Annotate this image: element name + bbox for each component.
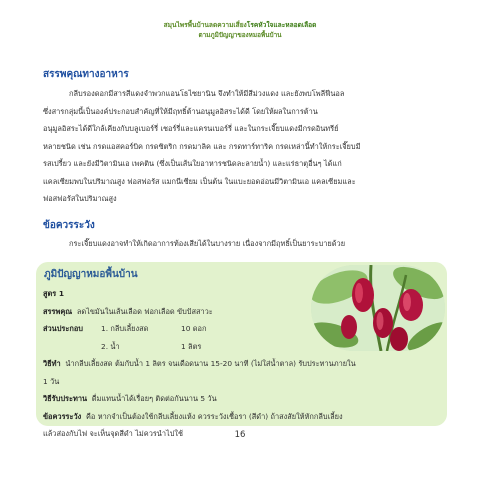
paragraph-line: อนุมูลอิสระได้ดีใกล้เคียงกับบลูเบอร์รี่ เชอร์รี่และแครนเบอร์รี่ และในกระเจี๊ยบแดงมีกรดอินทรีย์ xyxy=(43,124,339,133)
usage-label: วิธีรับประทาน xyxy=(43,394,88,403)
ingredient-2-name: 2. น้ำ xyxy=(101,341,120,351)
benefit-row xyxy=(43,303,439,321)
running-header xyxy=(0,20,480,40)
paragraph-line: ฟอสฟอรัสในปริมาณสูง xyxy=(43,194,117,203)
header-title-accent: โรคหัวใจและหลอดเลือด xyxy=(246,21,317,29)
paragraph-line: ซึ่งสารกลุ่มนี้เป็นองค์ประกอบสำคัญที่ให้มีฤทธิ์ต้านอนุมูลอิสระได้ดี โดยให้ผลในการต้าน xyxy=(43,106,318,116)
section-title-food-benefits: สรรพคุณทางอาหาร xyxy=(43,69,129,80)
method-text: นำกลีบเลี้ยงสด ต้มกับน้ำ 1 ลิตร จนเดือดนาน 15-20 นาที (ไม่ใส่น้ำตาล) รับประทานภายใน xyxy=(65,359,356,368)
box-caution-text-continued: แล้วส่องกับไฟ จะเห็นจุดสีดำ ไม่ควรนำไปใช้ xyxy=(43,429,184,438)
caution-paragraph xyxy=(43,235,439,253)
box-caution-row xyxy=(43,408,439,426)
ingredients-label: ส่วนประกอบ xyxy=(43,324,83,333)
folk-wisdom-title: ภูมิปัญญาหมอพื้นบ้าน xyxy=(44,269,138,280)
ingredient-1-qty: 10 ดอก xyxy=(181,324,207,333)
food-benefits-paragraph xyxy=(43,85,439,208)
paragraph-line: หลายชนิด เช่น กรดแอสคอร์บิค กรดซิตริก กรดมาลิค และ กรดทาร์ทาริค กรดเหล่านี้ทำให้กระเจี๊ยบมี xyxy=(43,141,361,151)
paragraph-line: แคลเซียมพบในปริมาณสูง ฟอสฟอรัส แมกนีเซียม เป็นต้น ในแบะยอดอ่อนมีวิตามินเอ แคลเซียมและ xyxy=(43,176,356,186)
ingredient-row-1 xyxy=(43,320,439,338)
ingredient-2-qty: 1 ลิตร xyxy=(181,341,202,351)
paragraph-line: รสเปรี้ยว และยังมีวิตามินเอ เพคติน (ซึ่งเป็นเส้นใยอาหารชนิดละลายน้ำ) และแร่ธาตุอื่นๆ ได้แก่ xyxy=(43,159,342,168)
folk-wisdom-body xyxy=(43,285,439,443)
method-row xyxy=(43,355,439,373)
page-number: 16 xyxy=(234,430,246,440)
method-label: วิธีทำ xyxy=(43,359,61,368)
ingredient-1-name: 1. กลีบเลี้ยงสด xyxy=(101,324,149,333)
section-title-caution: ข้อควรระวัง xyxy=(43,220,95,231)
header-line-1 xyxy=(0,20,480,30)
benefit-label: สรรพคุณ xyxy=(43,306,73,316)
box-caution-label: ข้อควรระวัง xyxy=(43,411,82,421)
usage-text: ดื่มแทนน้ำได้เรื่อยๆ ติดต่อกันนาน 5 วัน xyxy=(91,394,217,403)
header-title-pre: สมุนไพรพื้นบ้านลดความเสี่ยง xyxy=(163,21,247,29)
formula-label: สูตร 1 xyxy=(43,289,64,298)
paragraph-line: กลีบรองดอกมีสารสีแดงจำพวกแอนโธไซยานิน จึงทำให้มีสีม่วงแดง และยังพบโพลีฟีนอล xyxy=(69,89,345,98)
header-line-2: ตามภูมิปัญญาของหมอพื้นบ้าน xyxy=(198,31,282,39)
paragraph-line: กระเจี๊ยบแดงอาจทำให้เกิดอาการท้องเสียได้ในบางราย เนื่องจากมีฤทธิ์เป็นยาระบายด้วย xyxy=(69,239,346,248)
method-text-continued: 1 วัน xyxy=(43,376,60,386)
usage-row xyxy=(43,390,439,408)
box-caution-text: คือ หากจำเป็นต้องใช้กลีบเลี้ยงแห้ง ควรระวังเชื้อรา (สีดำ) ถ้าสงสัยให้หักกลีบเลี้ยง xyxy=(85,411,343,421)
benefit-text: ลดไขมันในเส้นเลือด ฟอกเลือด ขับปัสสาวะ xyxy=(76,306,213,316)
ingredient-row-2 xyxy=(43,338,439,356)
